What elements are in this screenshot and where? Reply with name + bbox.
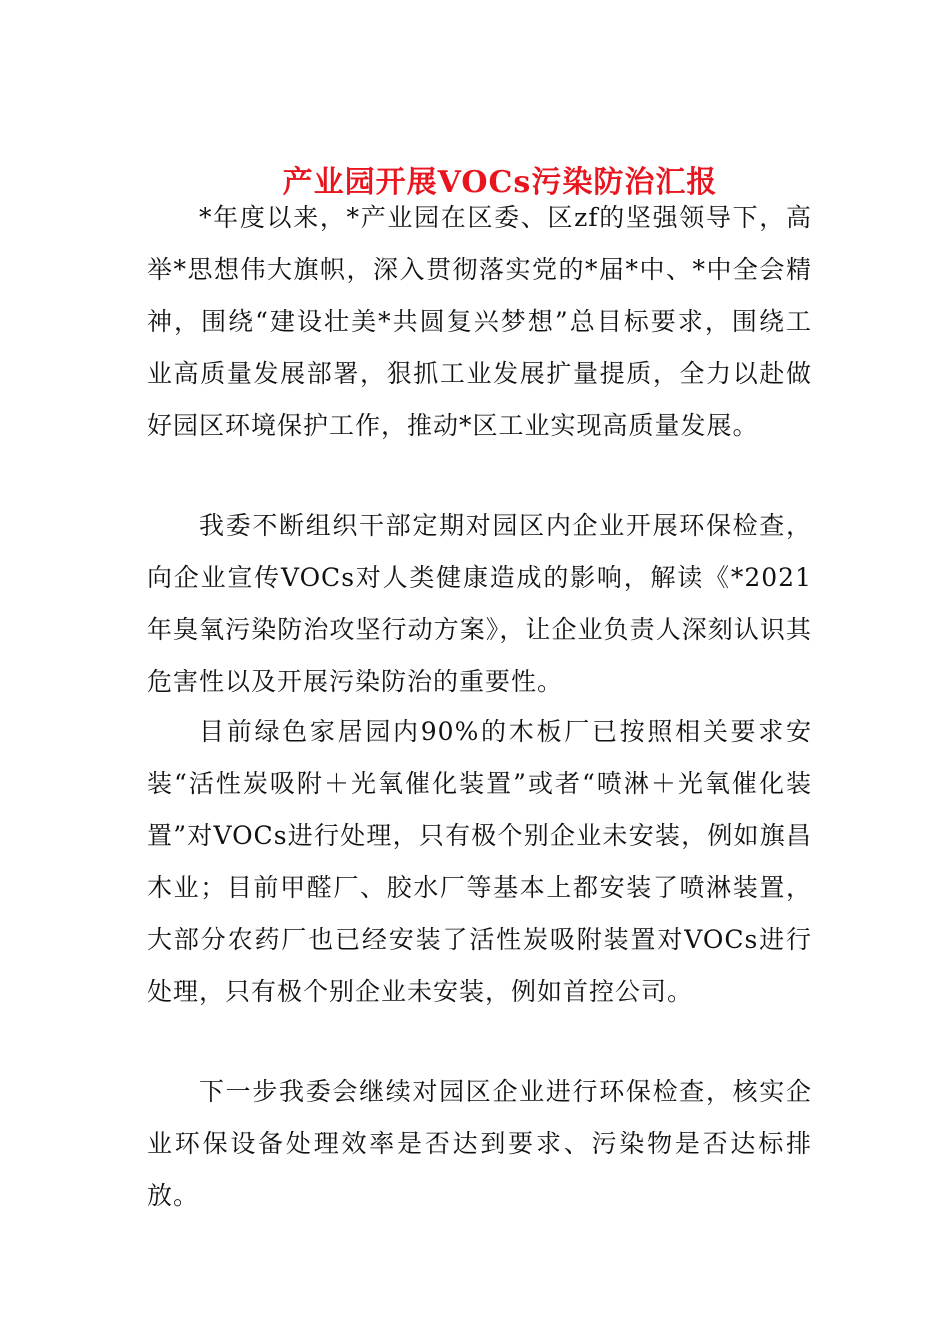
paragraph-next-steps: 下一步我委会继续对园区企业进行环保检查，核实企业环保设备处理效率是否达到要求、污染物是否达标排放。 <box>147 1077 812 1210</box>
paragraph-intro: *年度以来，*产业园在区委、区zf的坚强领导下，高举*思想伟大旗帜，深入贯彻落实党的*届*中、*中全会精神，围绕“建设壮美*共圆复兴梦想”总目标要求，围绕工业高质量发展部署，狠抓工业发展扩量提质，全力以赴做好园区环境保护工作，推动*区工业实现高质量发展。 <box>147 203 812 440</box>
document-title: 产业园开展VOCs污染防治汇报 <box>282 165 718 201</box>
paragraph-inspection: 我委不断组织干部定期对园区内企业开展环保检查，向企业宣传VOCs对人类健康造成的影响，解读《*2021年臭氧污染防治攻坚行动方案》，让企业负责人深刻认识其危害性以及开展污染防治的重要性。 <box>147 511 812 696</box>
paragraph-equipment-status: 目前绿色家居园内90%的木板厂已按照相关要求安装“活性炭吸附＋光氧催化装置”或者“喷淋＋光氧催化装置”对VOCs进行处理，只有极个别企业未安装，例如旗昌木业；目前甲醛厂、胶水厂等基本上都安装了喷淋装置，大部分农药厂也已经安装了活性炭吸附装置对VOCs进行处理，只有极个别企业未安装，例如首控公司。 <box>147 717 812 1006</box>
